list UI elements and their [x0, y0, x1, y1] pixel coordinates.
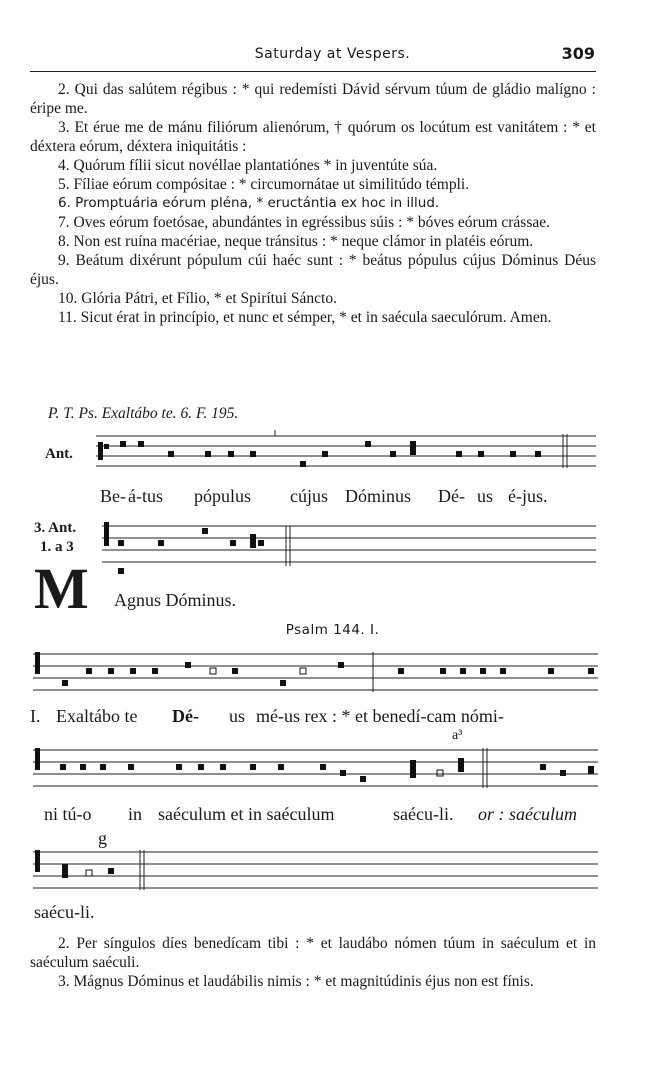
psalm-staff-1 [0, 648, 665, 700]
antiphon-staff [0, 430, 665, 478]
antiphon-syllable-8: é-jus. [508, 486, 548, 506]
mediant-mark: a³ [452, 728, 463, 743]
psalm-title: Psalm 144. I. [285, 622, 380, 638]
antiphon3-label: 3. Ant. [34, 520, 77, 536]
antiphon3-text: Agnus Dóminus. [114, 590, 237, 610]
antiphon-syllable-7: us [477, 486, 494, 506]
initial-letter: M [34, 556, 89, 621]
verse-4: 4. Quórum fílii sicut novéllae plantatiónes * in juventúte súa. [58, 157, 438, 174]
psalm-line2-d: saécu-li. [393, 804, 454, 824]
psalm-verse-3: 3. Mágnus Dóminus et laudábilis nimis : * et magnitúdinis éjus non est fínis. [58, 973, 534, 990]
antiphon3-mode: 1. a 3 [40, 539, 74, 555]
verse-8: 8. Non est ruína macériae, neque tránsitus : * neque clámor in platéis eórum. [58, 233, 534, 250]
psalm-line2-b: in [128, 804, 143, 824]
psalm-verses-top [30, 80, 596, 327]
verse-3: 3. Et érue me de mánu filiórum alienórum, † quórum os locútum est vanitátem : * et déxtera eórum, déxtera iniquitátis : [30, 119, 596, 155]
psalm-verses-bottom [30, 934, 596, 991]
rubric: P. T. Ps. Exaltábo te. 6. F. 195. [48, 405, 239, 422]
termination-mark: g [98, 828, 107, 848]
verse-6: 6. Promptuária eórum pléna, * eructántia ex hoc in illud. [58, 195, 440, 211]
running-title: Saturday at Vespers. [254, 46, 411, 62]
verse-2: 2. Qui das salútem régibus : * qui redemísti Dávid sérvum túum de gládio malígno : éripe me. [30, 81, 596, 117]
psalm-line2-alt: or : saéculum [478, 804, 577, 824]
header-rule [30, 71, 596, 72]
antiphon3-staff [0, 518, 665, 578]
psalm-line3: saécu-li. [34, 902, 95, 922]
antiphon-syllable-3: pópulus [194, 486, 252, 506]
verse-7: 7. Oves eórum foetósae, abundántes in egréssibus súis : * bóves eórum crássae. [58, 214, 551, 231]
antiphon-syllable-2: á-tus [128, 486, 163, 506]
antiphon-syllable-1: Be- [100, 486, 126, 506]
psalm-verse-number: I. [30, 706, 41, 726]
antiphon-label: Ant. [45, 446, 73, 462]
page-number: 309 [561, 44, 595, 63]
verse-5: 5. Fíliae eórum compósitae : * circumornátae ut similitúdo témpli. [58, 176, 470, 193]
antiphon-syllable-6: Dé- [438, 486, 465, 506]
psalm-line1-c: us [229, 706, 246, 726]
psalm-line2-a: ni tú-o [44, 804, 92, 824]
psalm-verse-2: 2. Per síngulos díes benedícam tibi : * et laudábo nómen túum in saéculum et in saéculum saéculi. [30, 935, 596, 971]
verse-11: 11. Sicut érat in princípio, et nunc et sémper, * et in saécula saeculórum. Amen. [58, 309, 552, 326]
psalm-line1-d: mé-us rex : * et benedí-cam nómi- [256, 706, 504, 726]
psalm-staff-3 [0, 846, 665, 898]
psalm-staff-2 [0, 744, 665, 796]
antiphon-syllable-5: Dóminus [345, 486, 412, 506]
psalm-line1-b: Dé- [172, 706, 199, 726]
psalm-line1-a: Exaltábo te [56, 706, 138, 726]
psalm-line2-c: saéculum et in saéculum [158, 804, 335, 824]
antiphon-syllable-4: cújus [290, 486, 328, 506]
verse-10: 10. Glória Pátri, et Fílio, * et Spirítui Sáncto. [58, 290, 337, 307]
verse-9: 9. Beátum dixérunt pópulum cúi haéc sunt : * beátus pópulus cújus Dóminus Déus éjus. [30, 252, 596, 288]
